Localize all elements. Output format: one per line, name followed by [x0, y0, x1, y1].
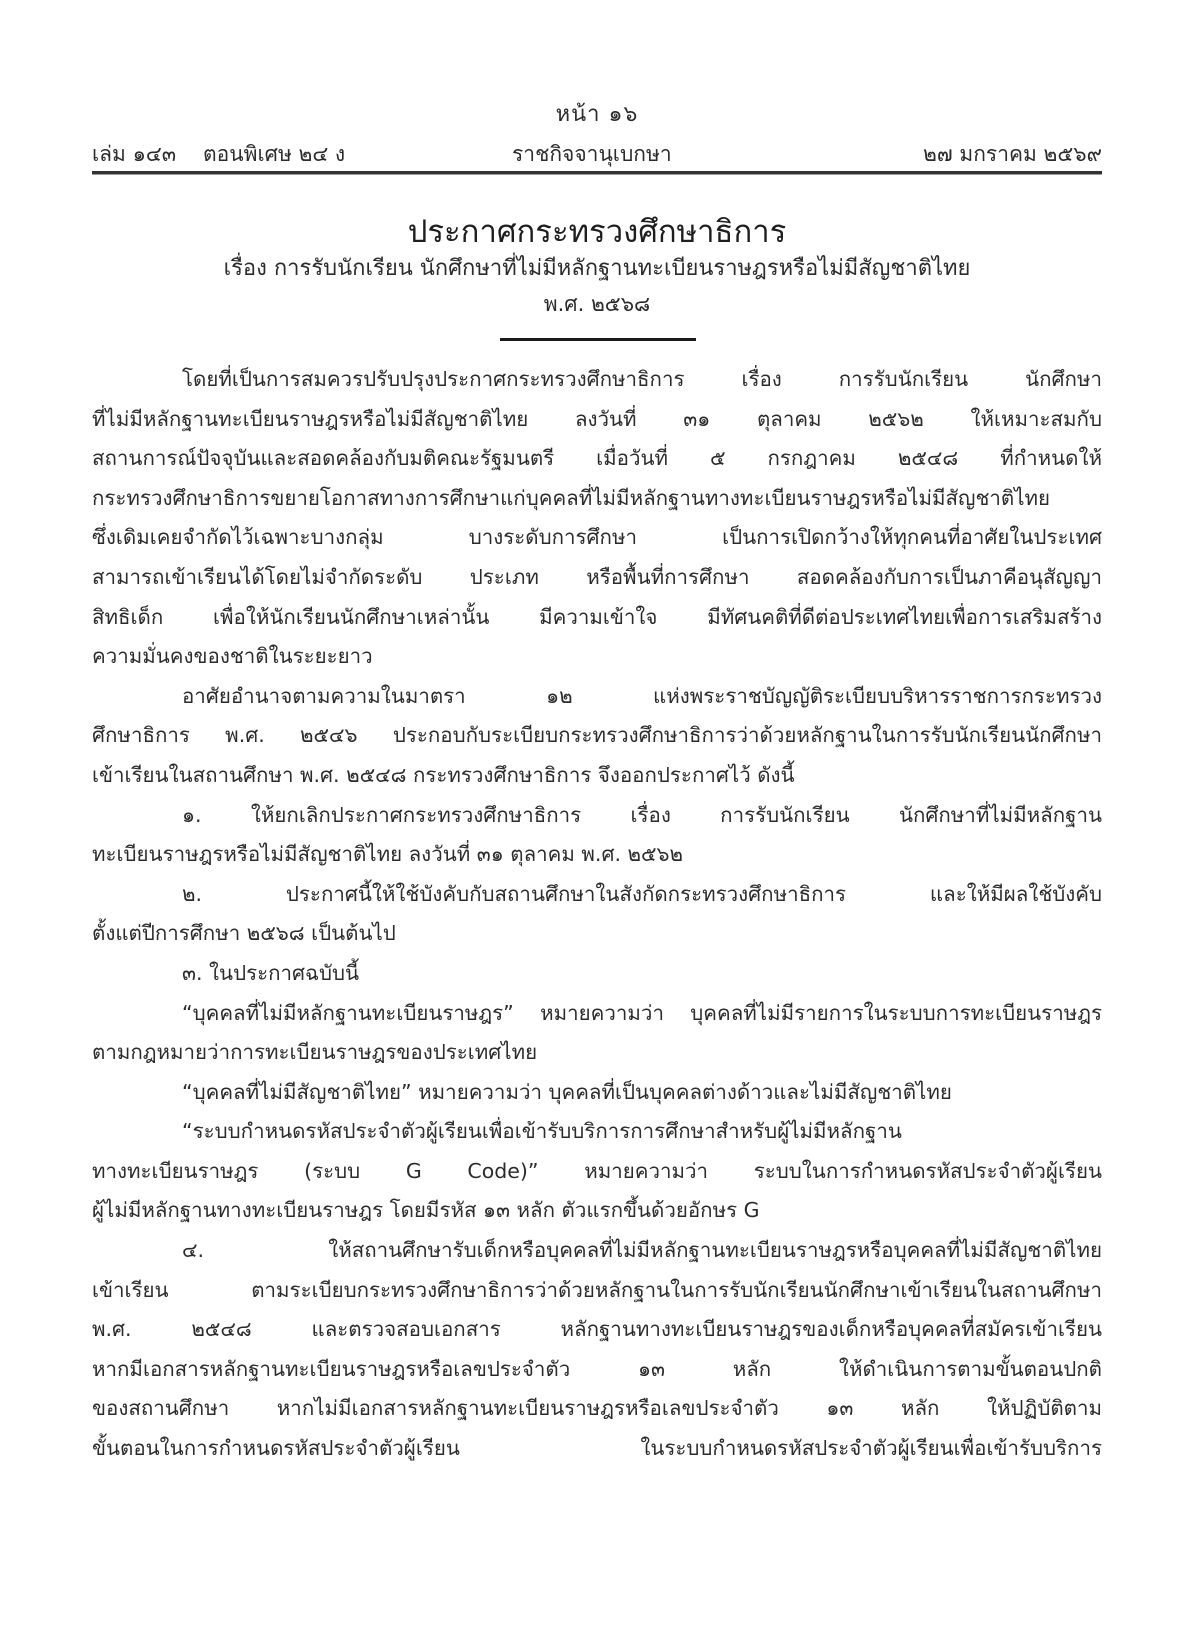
body-line: ตั้งแต่ปีการศึกษา ๒๕๖๘ เป็นต้นไป: [92, 921, 396, 946]
body-line: ผู้ไม่มีหลักฐานทางทะเบียนราษฎร โดยมีรหัส ๑๓ หลัก ตัวแรกขึ้นด้วยอักษร G: [92, 1198, 760, 1223]
body-line: สถานการณ์ปัจจุบันและสอดคล้องกับมติคณะรัฐมนตรี เมื่อวันที่ ๕ กรกฎาคม ๒๕๔๘ ที่กำหนดให้: [92, 446, 1102, 471]
body-line: หากมีเอกสารหลักฐานทะเบียนราษฎรหรือเลขประจำตัว ๑๓ หลัก ให้ดำเนินการตามขั้นตอนปกติ: [92, 1356, 1102, 1381]
body-line: โดยที่เป็นการสมควรปรับปรุงประกาศกระทรวงศึกษาธิการ เรื่อง การรับนักเรียน นักศึกษา: [182, 367, 1102, 391]
body-line: เข้าเรียน ตามระเบียบกระทรวงศึกษาธิการว่าด้วยหลักฐานในการรับนักเรียนนักศึกษาเข้าเรียนในสถานศึกษา: [92, 1277, 1102, 1302]
volume-label: เล่ม ๑๔๓: [92, 142, 177, 166]
body-line: พ.ศ. ๒๕๔๘ และตรวจสอบเอกสาร หลักฐานทางทะเบียนราษฎรของเด็กหรือบุคคลที่สมัครเข้าเรียน: [92, 1317, 1102, 1342]
body-line: สิทธิเด็ก เพื่อให้นักเรียนนักศึกษาเหล่านั้น มีความเข้าใจ มีทัศนคติที่ดีต่อประเทศไทยเพื่อการเสริมสร้าง: [92, 604, 1102, 629]
body-line: “บุคคลที่ไม่มีหลักฐานทะเบียนราษฎร” หมายความว่า บุคคลที่ไม่มีรายการในระบบการทะเบียนราษฎร: [182, 1000, 1102, 1025]
document-subject: เรื่อง การรับนักเรียน นักศึกษาที่ไม่มีหลักฐานทะเบียนราษฎรหรือไม่มีสัญชาติไทย: [223, 256, 971, 281]
body-line: ๔. ให้สถานศึกษารับเด็กหรือบุคคลที่ไม่มีหลักฐานทะเบียนราษฎรหรือบุคคลที่ไม่มีสัญชาติไทย: [182, 1238, 1102, 1263]
body-line: กระทรวงศึกษาธิการขยายโอกาสทางการศึกษาแก่บุคคลที่ไม่มีหลักฐานทางทะเบียนราษฎรหรือไม่มีสัญชาติไทย: [92, 485, 1051, 510]
document-year: พ.ศ. ๒๕๖๘: [543, 292, 651, 316]
title-divider: [500, 338, 696, 341]
body-line: อาศัยอำนาจตามความในมาตรา ๑๒ แห่งพระราชบัญญัติระเบียบบริหารราชการกระทรวง: [182, 683, 1102, 708]
body-line: ๑. ให้ยกเลิกประกาศกระทรวงศึกษาธิการ เรื่อง การรับนักเรียน นักศึกษาที่ไม่มีหลักฐาน: [182, 802, 1102, 827]
body-line: ซึ่งเดิมเคยจำกัดไว้เฉพาะบางกลุ่ม บางระดับการศึกษา เป็นการเปิดกว้างให้ทุกคนที่อาศัยในประเทศ: [92, 525, 1102, 550]
document-title: ประกาศกระทรวงศึกษาธิการ: [407, 214, 787, 250]
body-line: ของสถานศึกษา หากไม่มีเอกสารหลักฐานทะเบียนราษฎรหรือเลขประจำตัว ๑๓ หลัก ให้ปฏิบัติตาม: [92, 1396, 1102, 1421]
header-divider: [92, 171, 1102, 174]
body-line: ความมั่นคงของชาติในระยะยาว: [92, 644, 373, 669]
body-line: ศึกษาธิการ พ.ศ. ๒๕๔๖ ประกอบกับระเบียบกระทรวงศึกษาธิการว่าด้วยหลักฐานในการรับนักเรียนนักศึกษา: [92, 723, 1102, 748]
body-line: เข้าเรียนในสถานศึกษา พ.ศ. ๒๕๔๘ กระทรวงศึกษาธิการ จึงออกประกาศไว้ ดังนี้: [92, 762, 795, 787]
document-body: [92, 360, 1102, 1469]
body-line: “บุคคลที่ไม่มีสัญชาติไทย” หมายความว่า บุคคลที่เป็นบุคคลต่างด้าวและไม่มีสัญชาติไทย: [182, 1079, 952, 1104]
body-line: ทางทะเบียนราษฎร (ระบบ G Code)” หมายความว่า ระบบในการกำหนดรหัสประจำตัวผู้เรียน: [92, 1158, 1102, 1183]
gazette-name: ราชกิจจานุเบกษา: [512, 142, 672, 166]
body-line: สามารถเข้าเรียนได้โดยไม่จำกัดระดับ ประเภท หรือพื้นที่การศึกษา สอดคล้องกับการเป็นภาคีอนุสัญญา: [92, 564, 1102, 589]
issue-label: ตอนพิเศษ ๒๔ ง: [203, 142, 346, 166]
body-line: ตามกฎหมายว่าการทะเบียนราษฎรของประเทศไทย: [92, 1040, 538, 1065]
body-line: ทะเบียนราษฎรหรือไม่มีสัญชาติไทย ลงวันที่ ๓๑ ตุลาคม พ.ศ. ๒๕๖๒: [92, 842, 684, 867]
body-line: ขั้นตอนในการกำหนดรหัสประจำตัวผู้เรียน ในระบบกำหนดรหัสประจำตัวผู้เรียนเพื่อเข้ารับบริการ: [92, 1436, 1102, 1461]
gazette-header: [92, 134, 1102, 170]
page-number: หน้า ๑๖: [555, 102, 639, 127]
body-line: ๒. ประกาศนี้ให้ใช้บังคับกับสถานศึกษาในสังกัดกระทรวงศึกษาธิการ และให้มีผลใช้บังคับ: [182, 881, 1102, 906]
body-line: ๓. ในประกาศฉบับนี้: [182, 960, 360, 985]
publish-date: ๒๗ มกราคม ๒๕๖๙: [923, 142, 1102, 166]
body-line: “ระบบกำหนดรหัสประจำตัวผู้เรียนเพื่อเข้ารับบริการการศึกษาสำหรับผู้ไม่มีหลักฐาน: [182, 1119, 902, 1144]
body-line: ที่ไม่มีหลักฐานทะเบียนราษฎรหรือไม่มีสัญชาติไทย ลงวันที่ ๓๑ ตุลาคม ๒๕๖๒ ให้เหมาะสมกับ: [92, 406, 1102, 431]
